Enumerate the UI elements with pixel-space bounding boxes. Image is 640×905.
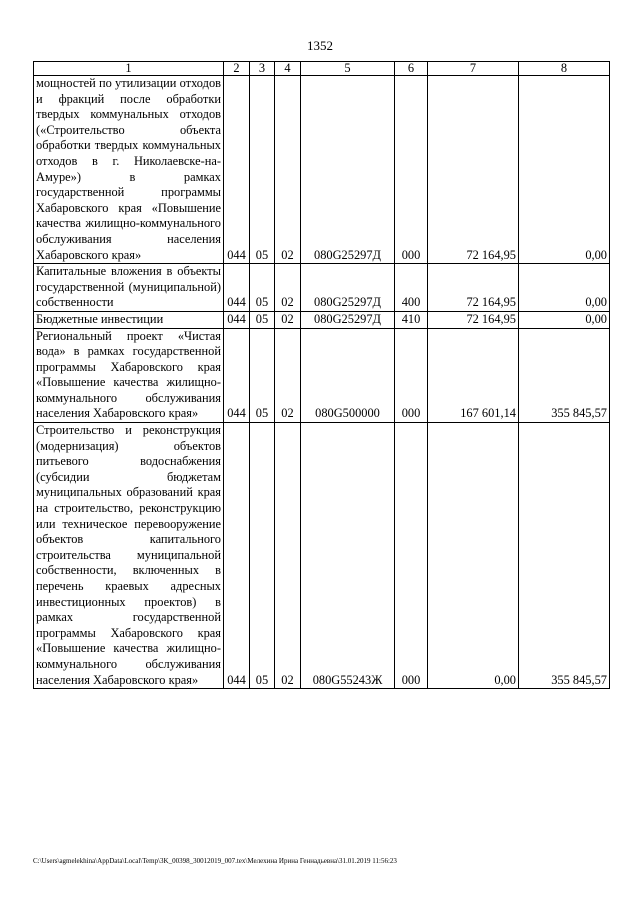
subsection-code: 02 [275,264,301,312]
expense-type-code: 400 [395,264,428,312]
budget-table [33,61,610,689]
amount-col-7: 72 164,95 [428,264,519,312]
table-row [34,264,610,312]
section-code: 05 [250,423,275,689]
expense-type-code: 000 [395,328,428,423]
expense-type-code: 000 [395,423,428,689]
table-row [34,328,610,423]
amount-col-7: 72 164,95 [428,311,519,328]
amount-col-7: 167 601,14 [428,328,519,423]
ministry-code: 044 [224,311,250,328]
header-col-7: 7 [428,62,519,76]
target-article-code: 080G25297Д [301,311,395,328]
row-name: Бюджетные инвестиции [34,311,224,328]
subsection-code: 02 [275,423,301,689]
expense-type-code: 410 [395,311,428,328]
amount-col-8: 355 845,57 [519,328,610,423]
expense-type-code: 000 [395,76,428,264]
amount-col-8: 0,00 [519,264,610,312]
header-col-6: 6 [395,62,428,76]
subsection-code: 02 [275,328,301,423]
amount-col-8: 0,00 [519,76,610,264]
target-article-code: 080G25297Д [301,76,395,264]
amount-col-8: 355 845,57 [519,423,610,689]
header-col-2: 2 [224,62,250,76]
section-code: 05 [250,76,275,264]
target-article-code: 080G25297Д [301,264,395,312]
amount-col-7: 72 164,95 [428,76,519,264]
table-row [34,76,610,264]
row-name: Капитальные вложения в объекты государственной (муниципальной) собственности [34,264,224,312]
section-code: 05 [250,264,275,312]
subsection-code: 02 [275,311,301,328]
header-col-5: 5 [301,62,395,76]
row-name: Строительство и реконструкция (модернизация) объектов питьевого водоснабжения (субсидии бюджетам муниципальных образований края на строительство, реконструкцию или техническое перевооружение объектов капитального строительства муниципальной собственности, включенных в перечень краевых адресных инвестиционных проектов) в рамках государственной программы Хабаровского края «Повышение качества жилищно-коммунального обслуживания населения Хабаровского края» [34,423,224,689]
target-article-code: 080G55243Ж [301,423,395,689]
ministry-code: 044 [224,423,250,689]
section-code: 05 [250,328,275,423]
row-name: мощностей по утилизации отходов и фракций после обработки твердых коммунальных отходов («Строительство объекта обработки твердых коммунальных отходов в г. Николаевске-на-Амуре») в рамках государственной программы Хабаровского края «Повышение качества жилищно-коммунального обслуживания населения Хабаровского края» [34,76,224,264]
row-name: Региональный проект «Чистая вода» в рамках государственной программы Хабаровского края «Повышение качества жилищно-коммунального обслуживания населения Хабаровского края» [34,328,224,423]
section-code: 05 [250,311,275,328]
header-col-3: 3 [250,62,275,76]
target-article-code: 080G500000 [301,328,395,423]
amount-col-8: 0,00 [519,311,610,328]
amount-col-7: 0,00 [428,423,519,689]
page-number: 1352 [307,38,333,53]
ministry-code: 044 [224,328,250,423]
ministry-code: 044 [224,264,250,312]
table-row [34,311,610,328]
document-footer-path: C:\Users\agmelekhina\AppData\Local\Temp\3K_00398_30012019_007.tex\Мелехина Ирина Геннадьевна\31.01.2019 11:56:23 [33,857,397,865]
header-col-4: 4 [275,62,301,76]
header-col-8: 8 [519,62,610,76]
table-row [34,423,610,689]
subsection-code: 02 [275,76,301,264]
ministry-code: 044 [224,76,250,264]
header-row [34,62,610,76]
header-col-1: 1 [34,62,224,76]
